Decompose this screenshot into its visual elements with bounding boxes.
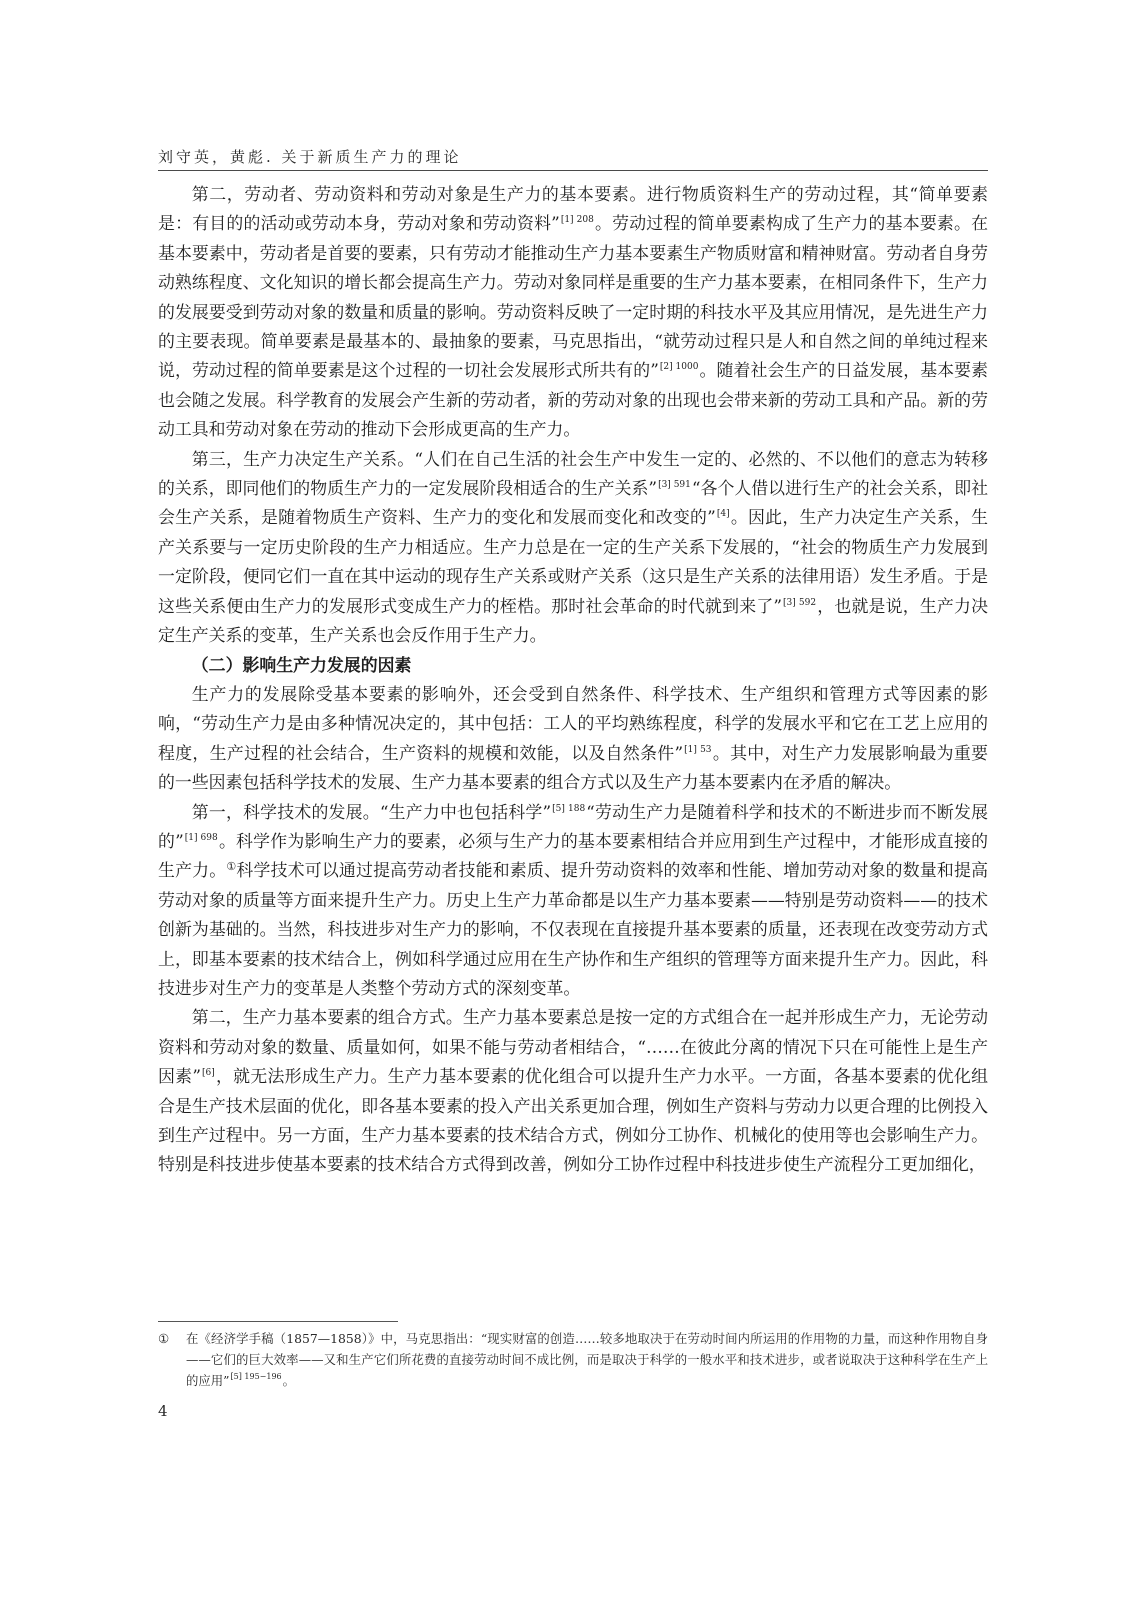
section-subheading: （二）影响生产力发展的因素: [191, 654, 412, 675]
text-run: ，就无法形成生产力。生产力基本要素的优化组合可以提升生产力水平。一方面，各基本要素的优化组合是生产技术层面的优化，即各基本要素的投入产出关系更加合理，例如生产资料与劳动力以更合理的比例投入到生产过程中。另一方面，生产力基本要素的技术结合方式，例如分工协作、机械化的使用等也会影响生产力。特别是科技进步使基本要素的技术结合方式得到改善，例如分工协作过程中科技进步使生产流程分工更加细化，: [158, 1066, 989, 1175]
text-run: 。科学作为影响生产力的要素，必须与生产力的基本要素相结合并应用到生产过程中，才能形成直接的生产力。: [158, 830, 988, 881]
paragraph-element-combination: [158, 1003, 988, 1179]
citation-ref: [5] 195−196: [230, 1372, 282, 1381]
text-run: 第一，科学技术的发展。“生产力中也包括科学”: [191, 801, 552, 822]
footnote-row: [158, 1328, 988, 1391]
running-header: 刘守英，黄彪. 关于新质生产力的理论: [158, 148, 462, 166]
citation-ref: [2] 1000: [659, 362, 699, 373]
citation-ref: [4]: [716, 509, 730, 520]
text-run: 生产力的发展除受基本要素的影响外，还会受到自然条件、科学技术、生产组织和管理方式等因素的影响，“劳动生产力是由多种情况决定的，其中包括：工人的平均熟练程度，科学的发展水平和它在工艺上应用的程度，生产过程的社会结合，生产资料的规模和效能，以及自然条件”: [158, 683, 988, 763]
text-run: ，也就是说，生产力决定生产关系的变革，生产关系也会反作用于生产力。: [158, 595, 988, 646]
text-run: 。因此，生产力决定生产关系，生产关系要与一定历史阶段的生产力相适应。生产力总是在一定的生产关系下发展的，“社会的物质生产力发展到一定阶段，便同它们一直在其中运动的现存生产关系或财产关系（这只是生产关系的法律用语）发生矛盾。于是这些关系便由生产力的发展形式变成生产力的桎梏。那时社会革命的时代就到来了”: [158, 507, 989, 616]
footnote-text: [186, 1328, 988, 1391]
paragraph-influencing-factors: [158, 680, 988, 798]
citation-ref: [6]: [201, 1068, 215, 1079]
text-run: 第二，劳动者、劳动资料和劳动对象是生产力的基本要素。进行物质资料生产的劳动过程，其“简单要素是：有目的的活动或劳动本身，劳动对象和劳动资料”: [158, 184, 988, 234]
citation-ref: [1] 208: [560, 215, 594, 226]
footnote-divider: [158, 1321, 398, 1322]
footnote: [158, 1328, 988, 1391]
text-run: 科学技术可以通过提高劳动者技能和素质、提升劳动资料的效率和性能、增加劳动对象的数量和提高劳动对象的质量等方面来提升生产力。历史上生产力革命都是以生产力基本要素——特别是劳动资料——的技术创新为基础的。当然，科技进步对生产力的影响，不仅表现在直接提升基本要素的质量，还表现在改变劳动方式上，即基本要素的技术结合上，例如科学通过应用在生产协作和生产组织的管理等方面来提升生产力。因此，科技进步对生产力的变革是人类整个劳动方式的深刻变革。: [158, 860, 988, 998]
text-run: 。其中，对生产力发展影响最为重要的一些因素包括科学技术的发展、生产力基本要素的组合方式以及生产力基本要素内在矛盾的解决。: [158, 742, 988, 793]
header-divider: [158, 170, 988, 171]
text-run: 在《经济学手稿（1857—1858）》中，马克思指出：“现实财富的创造……较多地取决于在劳动时间内所运用的作用物的力量，而这种作用物自身——它们的巨大效率——又和生产它们所花费的直接劳动时间不成比例，而是取决于科学的一般水平和技术进步，或者说取决于这种科学在生产上的应用”: [186, 1331, 988, 1388]
citation-ref: [3] 591: [658, 480, 691, 491]
text-run: 。随着社会生产的日益发展，基本要素也会随之发展。科学教育的发展会产生新的劳动者，新的劳动对象的出现也会带来新的劳动工具和产品。新的劳动工具和劳动对象在劳动的推动下会形成更高的生产力。: [158, 360, 989, 440]
text-run: 第二，生产力基本要素的组合方式。生产力基本要素总是按一定的方式组合在一起并形成生产力，无论劳动资料和劳动对象的数量、质量如何，如果不能与劳动者相结合，“……在彼此分离的情况下只在可能性上是生产因素”: [158, 1007, 988, 1087]
paragraph-production-relations: [158, 445, 988, 651]
paragraph-basic-elements: [158, 180, 988, 445]
text-run: 第三，生产力决定生产关系。“人们在自己生活的社会生产中发生一定的、必然的、不以他们的意志为转移的关系，即同他们的物质生产力的一定发展阶段相适合的生产关系”: [158, 448, 988, 499]
text-run: “劳动生产力是随着科学和技术的不断进步而不断发展的”: [158, 801, 988, 851]
citation-ref: [1] 698: [184, 832, 218, 843]
footnote-number: ①: [158, 1331, 170, 1346]
citation-ref: [5] 188: [552, 803, 586, 814]
body-text: [158, 180, 988, 1180]
text-run: 。劳动过程的简单要素构成了生产力的基本要素。在基本要素中，劳动者是首要的要素，只有劳动才能推动生产力基本要素生产物质财富和精神财富。劳动者自身劳动熟练程度、文化知识的增长都会提高生产力。劳动对象同样是重要的生产力基本要素，在相同条件下，生产力的发展要受到劳动对象的数量和质量的影响。劳动资料反映了一定时期的科技水平及其应用情况，是先进生产力的主要表现。简单要素是最基本的、最抽象的要素，马克思指出，“就劳动过程只是人和自然之间的单纯过程来说，劳动过程的简单要素是这个过程的一切社会发展形式所共有的”: [158, 213, 988, 381]
citation-ref: [3] 592: [783, 597, 817, 608]
text-run: 。: [282, 1373, 296, 1388]
citation-ref: [1] 53: [684, 744, 712, 755]
footnote-marker[interactable]: ①: [226, 860, 237, 874]
text-run: “各个人借以进行生产的社会关系，即社会生产关系，是随着物质生产资料、生产力的变化和发展而变化和改变的”: [158, 478, 988, 528]
paragraph-science-technology: [158, 798, 988, 1004]
page-number: 4: [158, 1402, 168, 1420]
